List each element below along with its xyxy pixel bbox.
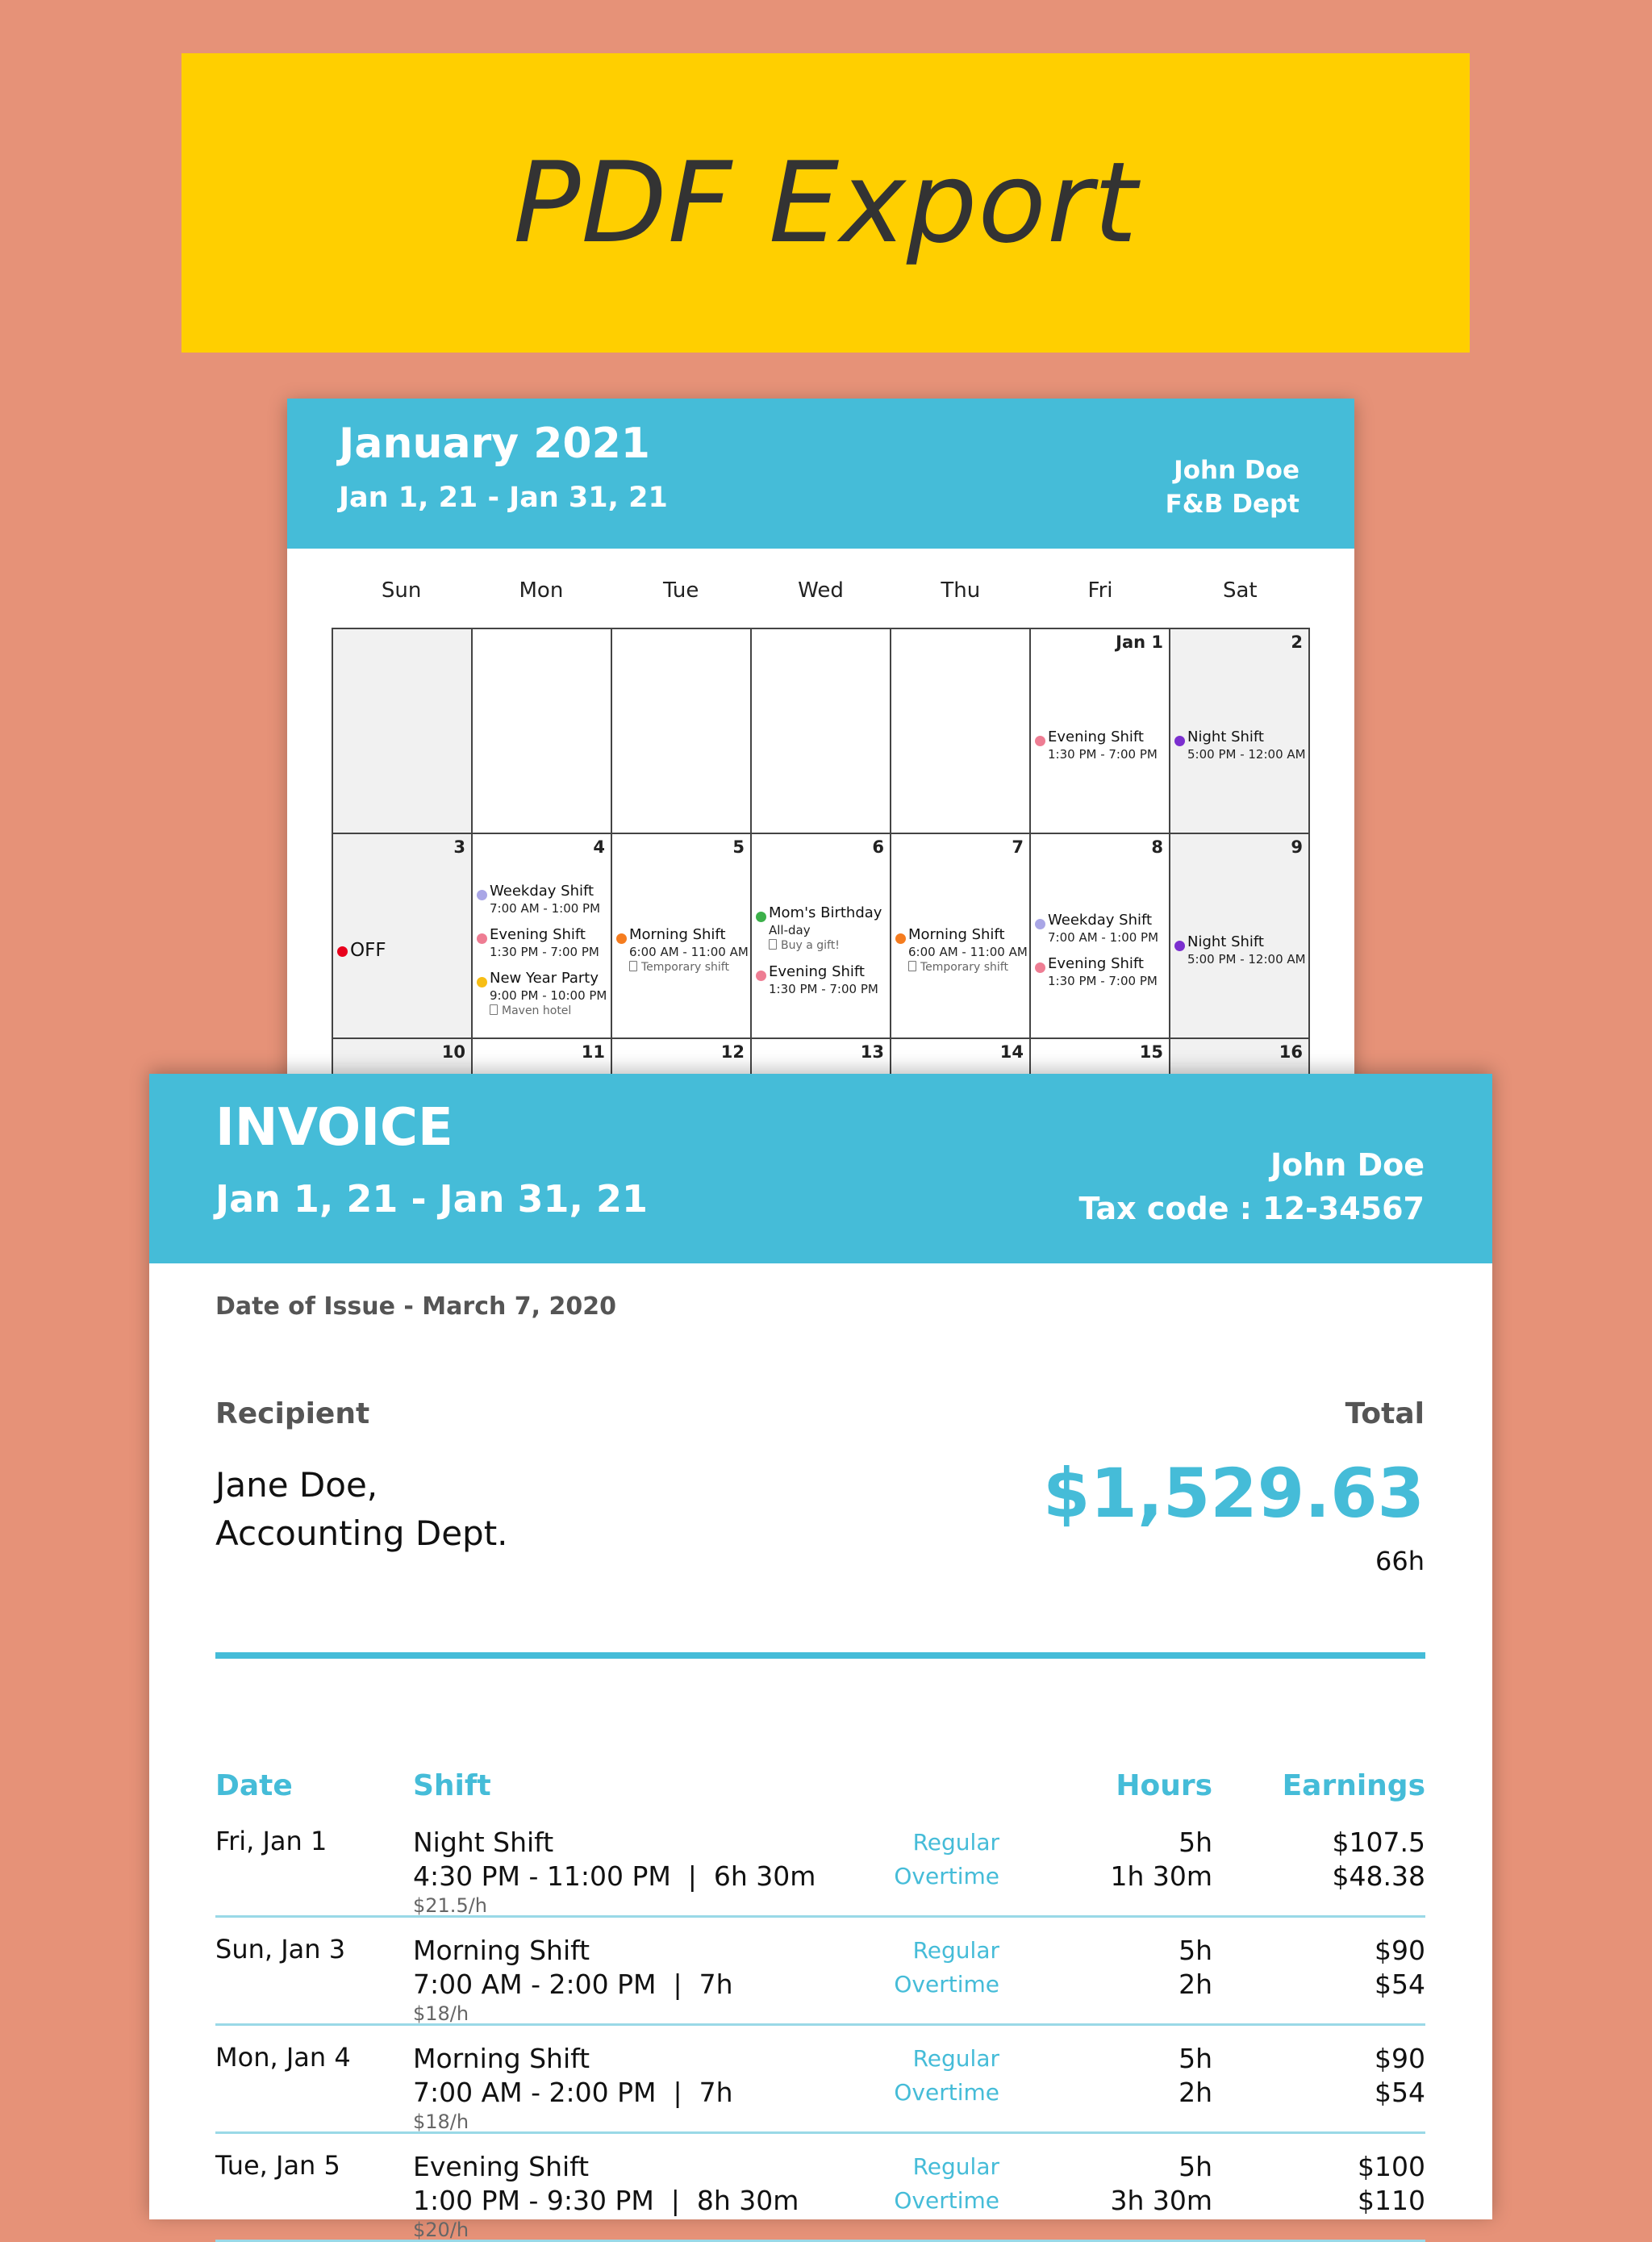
calendar-event	[1170, 729, 1308, 762]
calendar-week-row	[333, 834, 1310, 1039]
invoice-title: INVOICE	[215, 1098, 453, 1158]
row-shift	[413, 2042, 732, 2134]
day-events	[891, 871, 1029, 1029]
row-pay-types	[894, 1826, 999, 1893]
calendar-event	[473, 883, 611, 916]
invoice-user-name: John Doe	[1270, 1147, 1425, 1183]
calendar-event	[473, 926, 611, 960]
invoice-row	[215, 2026, 1425, 2134]
overtime-hours: 1h 30m	[1110, 1860, 1212, 1892]
event-note	[629, 960, 750, 975]
row-shift	[413, 1934, 732, 2026]
overtime-hours: 2h	[1179, 1969, 1212, 2000]
calendar-event	[752, 904, 890, 954]
calendar-date-range: Jan 1, 21 - Jan 31, 21	[339, 482, 668, 514]
total-label: Total	[1345, 1397, 1425, 1430]
event-note-text: Buy a gift!	[781, 938, 840, 952]
row-pay-types	[894, 2150, 999, 2218]
note-icon	[769, 939, 777, 950]
header-shift: Shift	[413, 1769, 491, 1802]
event-color-dot	[1174, 941, 1185, 951]
day-number: 11	[581, 1042, 605, 1062]
calendar-day-cell	[891, 834, 1031, 1039]
weekday-label: Sat	[1223, 578, 1258, 603]
event-time: 1:30 PM - 7:00 PM	[769, 981, 878, 996]
recipient-name	[215, 1461, 508, 1558]
calendar-day-cell	[612, 834, 752, 1039]
recipient-line-1: Jane Doe,	[215, 1465, 378, 1505]
regular-label: Regular	[912, 2153, 999, 2180]
calendar-user-info	[1166, 453, 1299, 521]
invoice-rows	[215, 1810, 1425, 2242]
event-note	[769, 938, 890, 954]
row-shift	[413, 1826, 816, 1918]
regular-hours: 5h	[1179, 2151, 1212, 2182]
calendar-day-cell	[333, 834, 473, 1039]
row-hours	[1110, 2150, 1212, 2218]
weekday-label: Sun	[381, 578, 422, 603]
day-events	[1170, 871, 1308, 1029]
row-shift	[413, 2150, 799, 2242]
event-title: Evening Shift	[769, 962, 865, 980]
weekday-header-row	[332, 578, 1310, 603]
event-color-dot	[477, 933, 487, 944]
shift-rate: $21.5/h	[413, 1894, 488, 1917]
issue-date: Date of Issue - March 7, 2020	[215, 1292, 616, 1321]
event-title: Evening Shift	[490, 925, 586, 943]
shift-time: 7:00 AM - 2:00 PM | 7h	[413, 1969, 733, 2000]
day-number: 7	[1012, 837, 1024, 857]
row-hours	[1179, 1934, 1212, 2002]
day-number: 12	[720, 1042, 745, 1062]
regular-label: Regular	[912, 2045, 999, 2072]
row-date: Mon, Jan 4	[215, 2042, 351, 2073]
weekday-label: Tue	[662, 578, 699, 603]
day-number: 16	[1279, 1042, 1303, 1062]
invoice-table	[215, 1769, 1425, 2242]
event-color-dot	[1035, 919, 1045, 929]
event-title: Morning Shift	[908, 925, 1005, 943]
recipient-label: Recipient	[215, 1397, 370, 1430]
calendar-header	[287, 399, 1354, 549]
event-title: Evening Shift	[1048, 955, 1144, 972]
event-color-dot	[616, 933, 627, 944]
day-number: 4	[593, 837, 605, 857]
header-hours: Hours	[1116, 1769, 1212, 1802]
row-earnings	[1375, 1934, 1425, 2002]
calendar-month-title: January 2021	[339, 420, 650, 468]
day-number: 13	[860, 1042, 884, 1062]
shift-name: Morning Shift	[413, 1935, 590, 1966]
row-pay-types	[894, 1934, 999, 2002]
calendar-event	[1031, 729, 1169, 762]
event-title: Weekday Shift	[1048, 912, 1153, 929]
row-earnings	[1333, 1826, 1425, 1893]
event-time: 9:00 PM - 10:00 PM	[490, 987, 607, 1003]
day-number: 10	[441, 1042, 465, 1062]
event-time: 7:00 AM - 1:00 PM	[490, 900, 601, 916]
calendar-day-cell	[473, 834, 612, 1039]
day-number: 6	[872, 837, 884, 857]
banner-title: PDF Export	[513, 138, 1138, 268]
overtime-label: Overtime	[894, 2079, 999, 2106]
calendar-pdf-preview	[287, 399, 1354, 1092]
weekday-label: Thu	[941, 578, 981, 603]
event-title: Morning Shift	[629, 925, 726, 943]
header-date: Date	[215, 1769, 293, 1802]
event-color-dot	[337, 946, 348, 957]
event-time: 5:00 PM - 12:00 AM	[1187, 952, 1306, 967]
overtime-label: Overtime	[894, 2187, 999, 2214]
overtime-earnings: $48.38	[1332, 1860, 1425, 1892]
regular-hours: 5h	[1179, 1827, 1212, 1858]
event-color-dot	[1035, 962, 1045, 973]
overtime-label: Overtime	[894, 1971, 999, 1998]
event-time: All-day	[769, 922, 811, 937]
calendar-event	[1031, 955, 1169, 989]
event-time: 1:30 PM - 7:00 PM	[1048, 974, 1158, 988]
event-title: Night Shift	[1187, 729, 1264, 745]
calendar-day-cell	[752, 629, 891, 834]
day-number: 15	[1139, 1042, 1163, 1062]
invoice-row	[215, 2134, 1425, 2242]
event-color-dot	[756, 971, 766, 981]
calendar-day-cell	[1031, 629, 1170, 834]
calendar-event	[1031, 912, 1169, 946]
note-icon	[629, 961, 637, 971]
event-color-dot	[1174, 736, 1185, 746]
calendar-week-row	[333, 629, 1310, 834]
calendar-user-name: John Doe	[1174, 456, 1299, 485]
overtime-hours: 3h 30m	[1110, 2185, 1212, 2216]
row-earnings	[1358, 2150, 1425, 2218]
regular-hours: 5h	[1179, 1935, 1212, 1966]
day-events	[1170, 666, 1308, 825]
invoice-row	[215, 1810, 1425, 1918]
regular-label: Regular	[912, 1937, 999, 1964]
overtime-earnings: $110	[1358, 2185, 1425, 2216]
calendar-day-cell	[1170, 629, 1310, 834]
invoice-tax-code: Tax code : 12-34567	[1078, 1191, 1425, 1226]
invoice-date-range: Jan 1, 21 - Jan 31, 21	[215, 1177, 648, 1221]
day-events	[473, 871, 611, 1029]
overtime-earnings: $54	[1375, 1969, 1425, 2000]
calendar-day-cell	[1031, 834, 1170, 1039]
day-number: 9	[1291, 837, 1303, 857]
row-hours	[1110, 1826, 1212, 1893]
shift-rate: $20/h	[413, 2219, 469, 2241]
event-time: 1:30 PM - 7:00 PM	[490, 944, 599, 959]
total-amount: $1,529.63	[1043, 1454, 1425, 1533]
calendar-event	[752, 963, 890, 997]
event-time: 1:30 PM - 7:00 PM	[1048, 747, 1158, 762]
shift-name: Evening Shift	[413, 2151, 590, 2182]
shift-name: Night Shift	[413, 1827, 554, 1858]
event-color-dot	[1035, 736, 1045, 746]
day-events	[752, 871, 890, 1029]
invoice-divider	[215, 1652, 1425, 1659]
calendar-day-cell	[752, 834, 891, 1039]
invoice-pdf-preview	[149, 1074, 1492, 2241]
event-title: Evening Shift	[1048, 729, 1144, 745]
calendar-day-cell	[612, 629, 752, 834]
overtime-earnings: $54	[1375, 2077, 1425, 2108]
row-hours	[1179, 2042, 1212, 2110]
day-number: 5	[732, 837, 745, 857]
regular-earnings: $100	[1358, 2151, 1425, 2182]
shift-rate: $18/h	[413, 2002, 469, 2025]
invoice-table-header	[215, 1769, 1425, 1810]
pdf-export-banner	[181, 53, 1470, 353]
day-number: 2	[1291, 633, 1303, 652]
regular-earnings: $90	[1375, 1935, 1425, 1966]
calendar-event	[891, 926, 1029, 975]
event-color-dot	[895, 933, 906, 944]
event-note-text: Temporary shift	[641, 960, 729, 974]
event-title: Weekday Shift	[490, 882, 594, 900]
calendar-day-cell	[891, 629, 1031, 834]
calendar-event	[473, 970, 611, 1019]
regular-hours: 5h	[1179, 2043, 1212, 2074]
shift-time: 4:30 PM - 11:00 PM | 6h 30m	[413, 1860, 816, 1892]
invoice-row	[215, 1918, 1425, 2026]
day-events	[612, 871, 750, 1029]
weekday-label: Fri	[1087, 578, 1113, 603]
day-events	[1031, 871, 1169, 1029]
weekday-label: Wed	[798, 578, 844, 603]
event-color-dot	[477, 890, 487, 900]
event-time: 7:00 AM - 1:00 PM	[1048, 930, 1159, 945]
event-time: 5:00 PM - 12:00 AM	[1187, 747, 1306, 762]
row-earnings	[1375, 2042, 1425, 2110]
event-title: Night Shift	[1187, 933, 1264, 950]
event-title: Mom's Birthday	[769, 904, 882, 921]
note-icon	[908, 961, 916, 971]
calendar-event	[612, 926, 750, 975]
row-date: Sun, Jan 3	[215, 1934, 346, 1964]
shift-time: 7:00 AM - 2:00 PM | 7h	[413, 2077, 733, 2108]
event-note-text: Maven hotel	[502, 1004, 572, 1017]
event-note	[908, 960, 1029, 975]
recipient-line-2: Accounting Dept.	[215, 1513, 508, 1553]
shift-time: 1:00 PM - 9:30 PM | 8h 30m	[413, 2185, 799, 2216]
calendar-day-cell	[333, 629, 473, 834]
overtime-hours: 2h	[1179, 2077, 1212, 2108]
note-icon	[490, 1004, 498, 1015]
event-time: 6:00 AM - 11:00 AM	[908, 944, 1028, 959]
shift-rate: $18/h	[413, 2110, 469, 2133]
regular-earnings: $107.5	[1332, 1827, 1425, 1858]
event-time: 6:00 AM - 11:00 AM	[629, 944, 749, 959]
event-color-dot	[477, 977, 487, 987]
event-color-dot	[756, 912, 766, 922]
day-number: 14	[999, 1042, 1024, 1062]
overtime-label: Overtime	[894, 1863, 999, 1889]
header-earnings: Earnings	[1282, 1769, 1425, 1802]
day-events	[333, 871, 471, 1029]
row-pay-types	[894, 2042, 999, 2110]
calendar-user-dept: F&B Dept	[1165, 490, 1299, 519]
day-number: 3	[453, 837, 465, 857]
regular-label: Regular	[912, 1829, 999, 1856]
total-hours: 66h	[1375, 1546, 1425, 1576]
event-title: New Year Party	[490, 969, 599, 987]
calendar-event	[333, 941, 471, 959]
event-note-text: Temporary shift	[920, 960, 1008, 974]
invoice-user-info	[1078, 1143, 1425, 1230]
weekday-label: Mon	[519, 578, 564, 603]
day-events	[1031, 666, 1169, 825]
regular-earnings: $90	[1375, 2043, 1425, 2074]
invoice-header	[149, 1074, 1492, 1263]
row-date: Tue, Jan 5	[215, 2150, 340, 2181]
event-title: OFF	[350, 940, 386, 961]
day-number: Jan 1	[1116, 633, 1163, 652]
shift-name: Morning Shift	[413, 2043, 590, 2074]
calendar-day-cell	[473, 629, 612, 834]
calendar-day-cell	[1170, 834, 1310, 1039]
day-number: 8	[1151, 837, 1163, 857]
event-note	[490, 1004, 611, 1019]
calendar-event	[1170, 933, 1308, 967]
row-date: Fri, Jan 1	[215, 1826, 327, 1856]
